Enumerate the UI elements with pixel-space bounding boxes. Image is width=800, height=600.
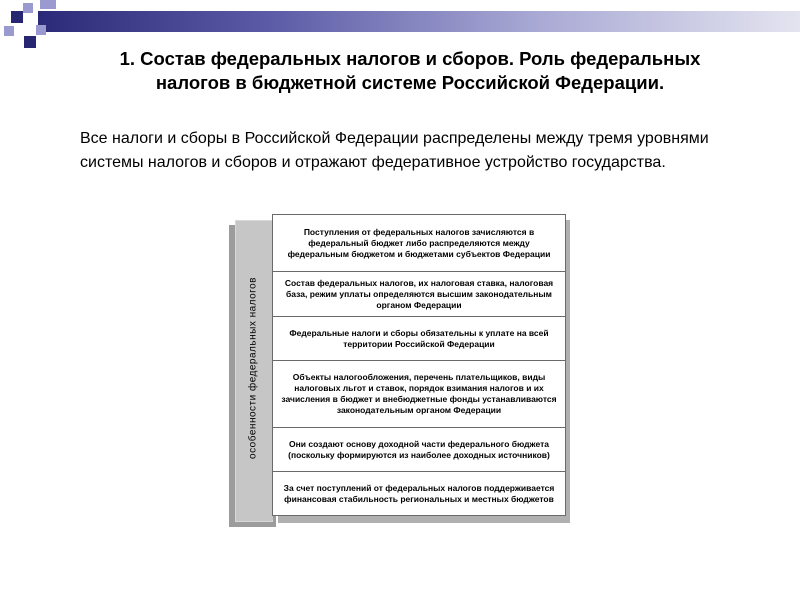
- feature-box-4: Объекты налогообложения, перечень плательщиков, виды налоговых льгот и ставок, порядок взимания налогов и их зачисления в бюджет и внебюджетные фонды устанавливаются законодательным органом Федерации: [272, 360, 566, 428]
- intro-paragraph: Все налоги и сборы в Российской Федерации распределены между тремя уровнями системы налогов и сборов и отражают федеративное устройство государства.: [80, 130, 709, 171]
- header-gradient-bar: [38, 11, 800, 32]
- feature-box-1: Поступления от федеральных налогов зачисляются в федеральный бюджет либо распределяются между федеральным бюджетом и бюджетами субъектов Федерации: [272, 214, 566, 272]
- decor-square: [11, 11, 23, 23]
- slide-title-line1: 1. Состав федеральных налогов и сборов. Роль федеральных: [119, 48, 701, 69]
- decor-square: [23, 3, 33, 13]
- decor-square: [36, 25, 46, 35]
- slide-title: [80, 47, 740, 95]
- feature-box-5: Они создают основу доходной части федерального бюджета (поскольку формируются из наиболее доходных источников): [272, 427, 566, 472]
- decor-square: [4, 26, 14, 36]
- decor-square: [40, 0, 56, 9]
- feature-box-2: Состав федеральных налогов, их налоговая ставка, налоговая база, режим уплаты определяются высшим законодательным органом Федерации: [272, 271, 566, 317]
- decor-square: [24, 36, 36, 48]
- feature-box-3: Федеральные налоги и сборы обязательны к уплате на всей территории Российской Федерации: [272, 316, 566, 361]
- slide-title-line2: налогов в бюджетной системе Российской Федерации.: [155, 72, 665, 93]
- side-panel-label: особенности федеральных налогов: [247, 277, 259, 459]
- feature-box-6: За счет поступлений от федеральных налогов поддерживается финансовая стабильность региональных и местных бюджетов: [272, 471, 566, 516]
